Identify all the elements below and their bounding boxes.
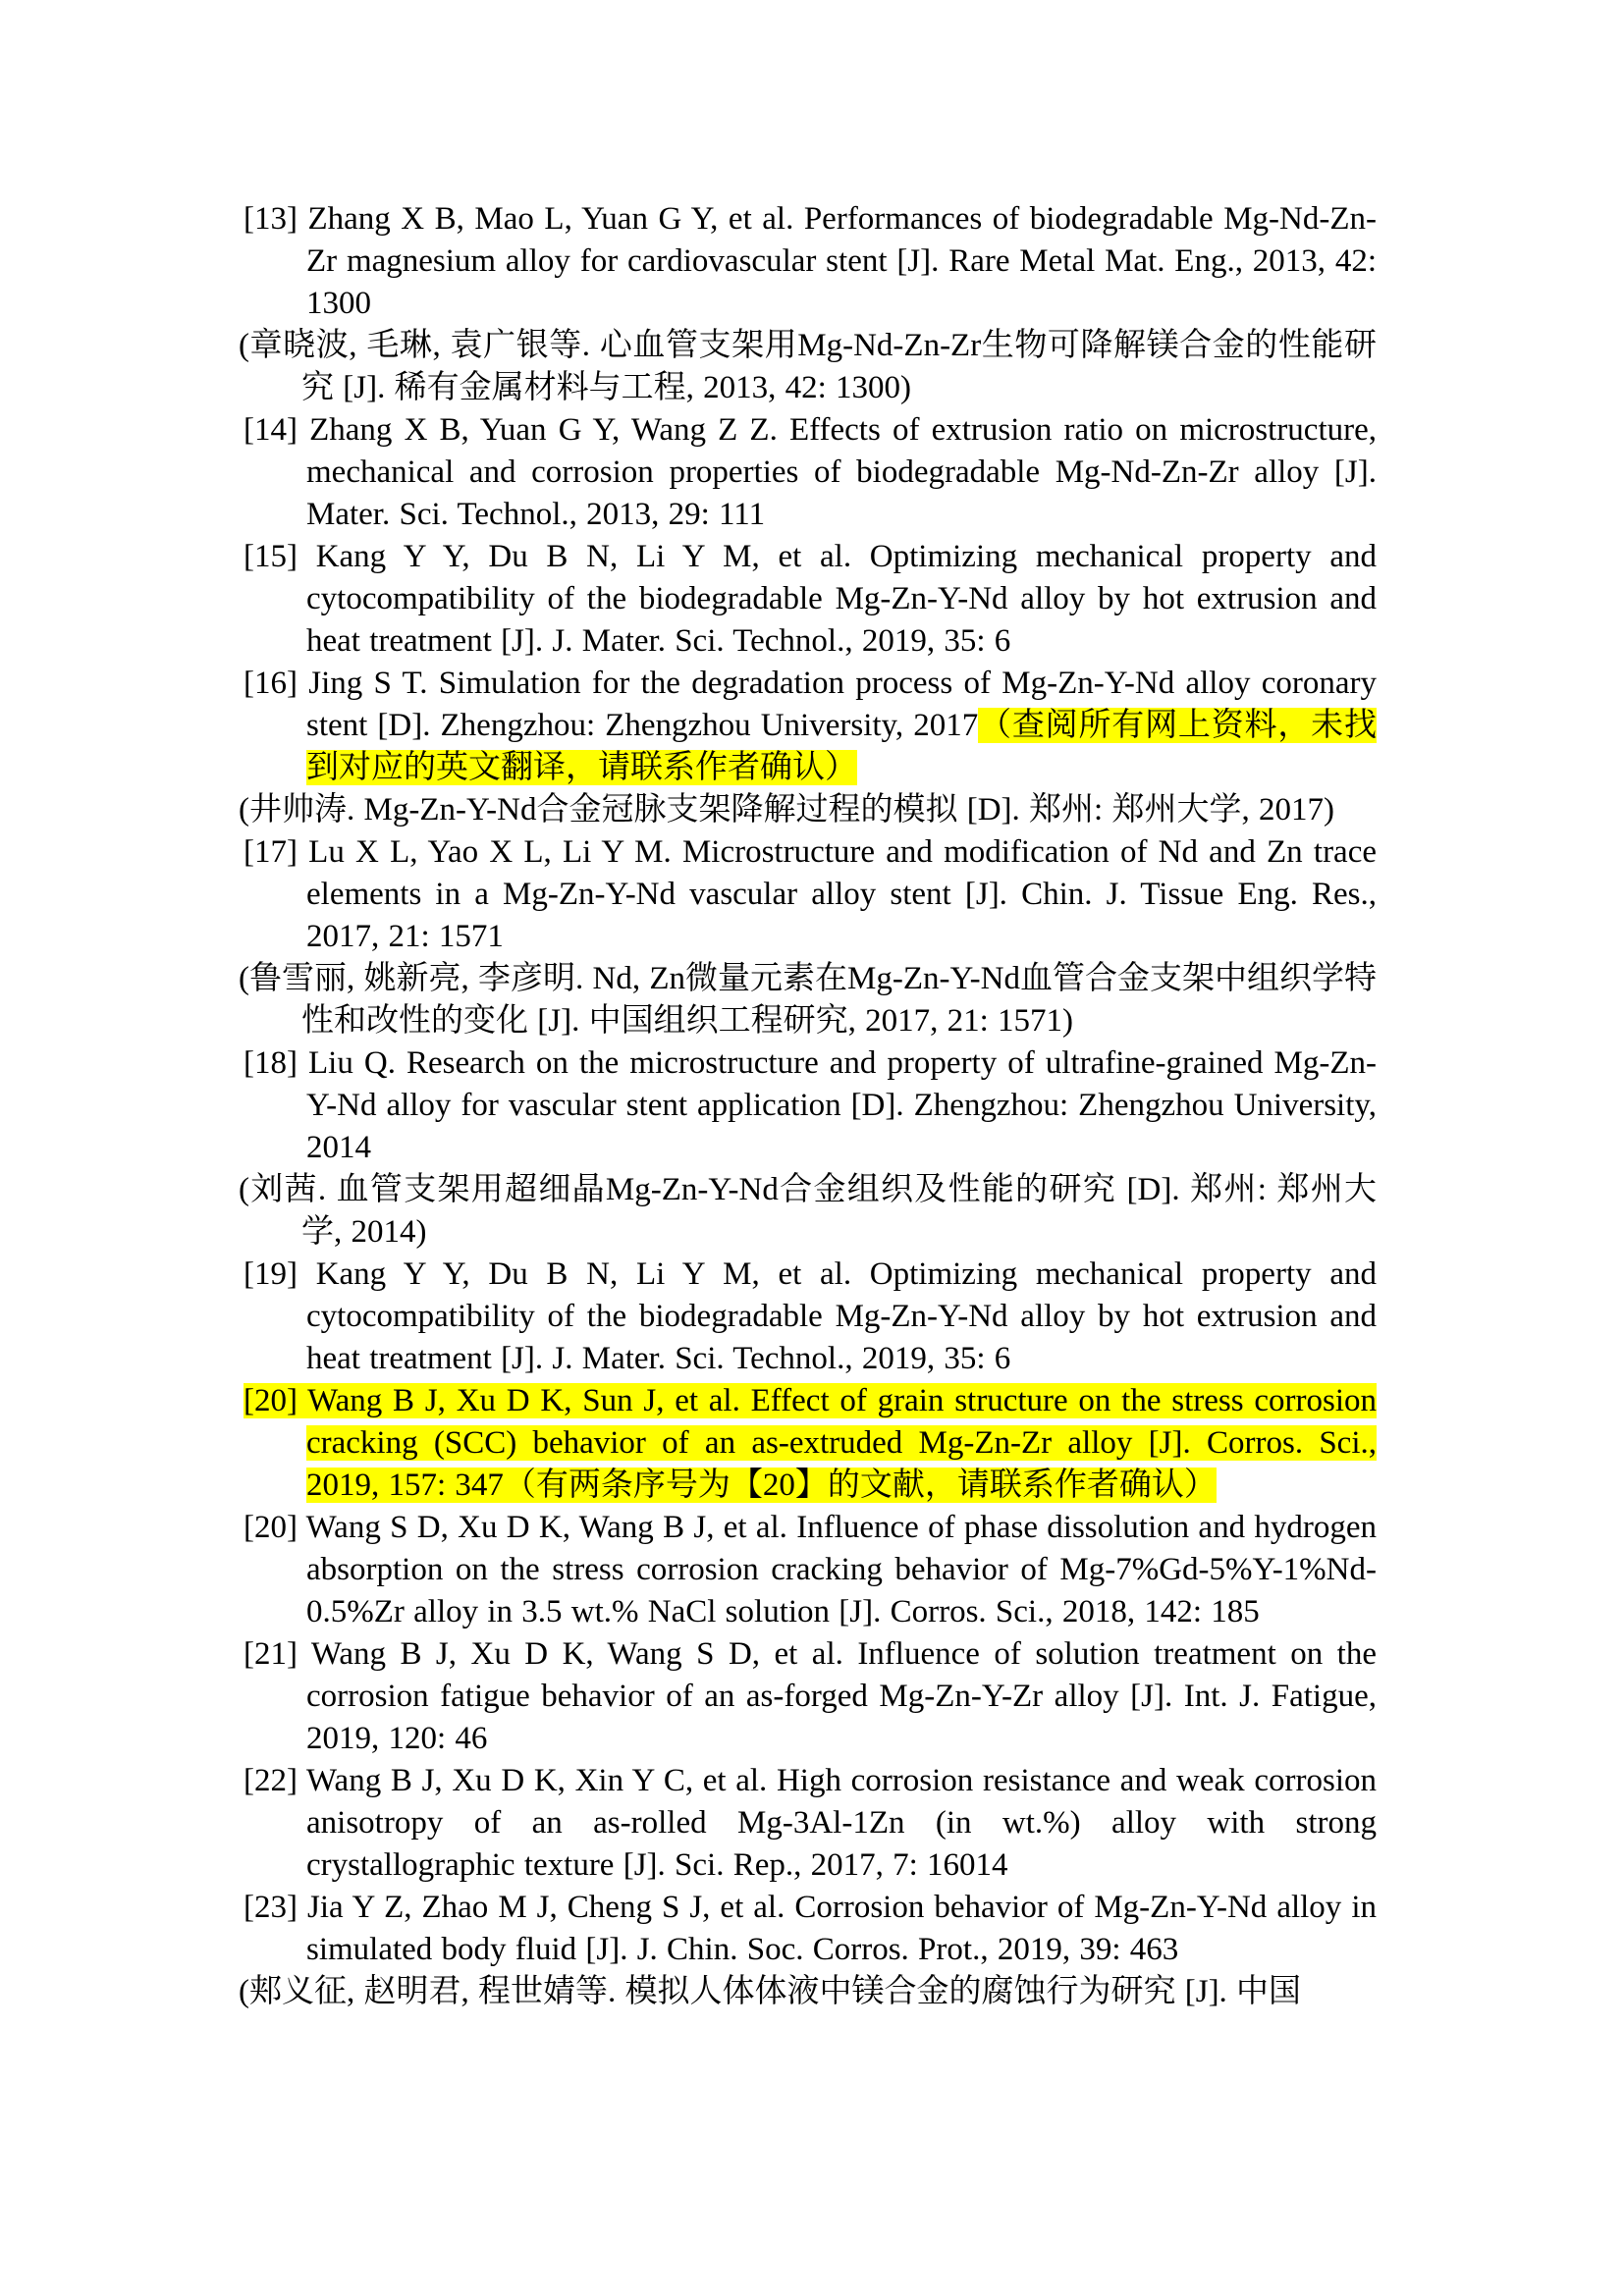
reference-entry	[244, 1633, 1377, 1760]
reference-entry	[239, 789, 1377, 831]
reference-entry	[244, 1760, 1377, 1887]
reference-text: (郏义征, 赵明君, 程世婧等. 模拟人体体液中镁合金的腐蚀行为研究 [J]. 中国	[239, 1974, 1302, 2009]
reference-entry	[244, 409, 1377, 536]
reference-entry	[239, 1971, 1377, 2013]
reference-entry	[244, 831, 1377, 958]
reference-text: [14] Zhang X B, Yuan G Y, Wang Z Z. Effects of extrusion ratio on microstructure, mechanical and corrosion properties of biodegradable Mg-Nd-Zn-Zr alloy [J]. Mater. Sci. Technol., 2013, 29: 111	[244, 412, 1377, 532]
reference-entry	[244, 1887, 1377, 1971]
references-list	[239, 198, 1378, 2013]
reference-entry	[239, 325, 1377, 409]
reference-text: (章晓波, 毛琳, 袁广银等. 心血管支架用Mg-Nd-Zn-Zr生物可降解镁合金的性能研究 [J]. 稀有金属材料与工程, 2013, 42: 1300)	[239, 328, 1377, 405]
reference-entry	[239, 1169, 1377, 1254]
reference-text: [23] Jia Y Z, Zhao M J, Cheng S J, et al. Corrosion behavior of Mg-Zn-Y-Nd alloy in simulated body fluid [J]. J. Chin. Soc. Corros. Prot., 2019, 39: 463	[244, 1890, 1377, 1967]
reference-text: [17] Lu X L, Yao X L, Li Y M. Microstructure and modification of Nd and Zn trace elements in a Mg-Zn-Y-Nd vascular alloy stent [J]. Chin. J. Tissue Eng. Res., 2017, 21: 1571	[244, 834, 1377, 954]
reference-text: [21] Wang B J, Xu D K, Wang S D, et al. Influence of solution treatment on the corrosion fatigue behavior of an as-forged Mg-Zn-Y-Zr alloy [J]. Int. J. Fatigue, 2019, 120: 46	[244, 1636, 1377, 1756]
reference-text: (井帅涛. Mg-Zn-Y-Nd合金冠脉支架降解过程的模拟 [D]. 郑州: 郑州大学, 2017)	[239, 792, 1334, 828]
reference-text: [16] Jing S T. Simulation for the degradation process of Mg-Zn-Y-Nd alloy coronary stent [D]. Zhengzhou: Zhengzhou University, 2017	[244, 666, 1377, 743]
reference-text: (鲁雪丽, 姚新亮, 李彦明. Nd, Zn微量元素在Mg-Zn-Y-Nd血管合金支架中组织学特性和改性的变化 [J]. 中国组织工程研究, 2017, 21: 1571)	[239, 961, 1377, 1039]
reference-text: [22] Wang B J, Xu D K, Xin Y C, et al. High corrosion resistance and weak corrosion anisotropy of an as-rolled Mg-3Al-1Zn (in wt.%) alloy with strong crystallographic texture [J]. Sci. Rep., 2017, 7: 16014	[244, 1763, 1377, 1883]
reference-text: (刘茜. 血管支架用超细晶Mg-Zn-Y-Nd合金组织及性能的研究 [D]. 郑州: 郑州大学, 2014)	[239, 1172, 1377, 1250]
reference-entry	[244, 1254, 1377, 1380]
reference-text: [15] Kang Y Y, Du B N, Li Y M, et al. Optimizing mechanical property and cytocompatibility of the biodegradable Mg-Zn-Y-Nd alloy by hot extrusion and heat treatment [J]. J. Mater. Sci. Technol., 2019, 35: 6	[244, 539, 1377, 659]
reference-entry	[244, 198, 1377, 325]
reference-entry	[244, 1380, 1377, 1507]
reference-text: [20] Wang S D, Xu D K, Wang B J, et al. Influence of phase dissolution and hydrogen absorption on the stress corrosion cracking behavior of Mg-7%Gd-5%Y-1%Nd-0.5%Zr alloy in 3.5 wt.% NaCl solution [J]. Corros. Sci., 2018, 142: 185	[244, 1510, 1377, 1629]
reference-text: [19] Kang Y Y, Du B N, Li Y M, et al. Optimizing mechanical property and cytocompatibility of the biodegradable Mg-Zn-Y-Nd alloy by hot extrusion and heat treatment [J]. J. Mater. Sci. Technol., 2019, 35: 6	[244, 1256, 1377, 1376]
reference-text: [13] Zhang X B, Mao L, Yuan G Y, et al. Performances of biodegradable Mg-Nd-Zn-Zr magnesium alloy for cardiovascular stent [J]. Rare Metal Mat. Eng., 2013, 42: 1300	[244, 201, 1377, 321]
reference-entry	[244, 1507, 1377, 1633]
reference-entry	[244, 536, 1377, 663]
reference-entry	[244, 663, 1377, 789]
reference-entry	[244, 1042, 1377, 1169]
highlighted-editor-note: （查阅所有网上资料，未找到对应的英文翻译，请联系作者确认）	[306, 708, 1378, 785]
reference-text: [18] Liu Q. Research on the microstructure and property of ultrafine-grained Mg-Zn-Y-Nd alloy for vascular stent application [D]. Zhengzhou: Zhengzhou University, 2014	[244, 1045, 1377, 1165]
highlighted-editor-note: [20] Wang B J, Xu D K, Sun J, et al. Effect of grain structure on the stress corrosion cracking (SCC) behavior of an as-extruded Mg-Zn-Zr alloy [J]. Corros. Sci., 2019, 157: 347（有两条序号为【20】的文献，请联系作者确认）	[244, 1383, 1377, 1503]
reference-entry	[239, 958, 1377, 1042]
